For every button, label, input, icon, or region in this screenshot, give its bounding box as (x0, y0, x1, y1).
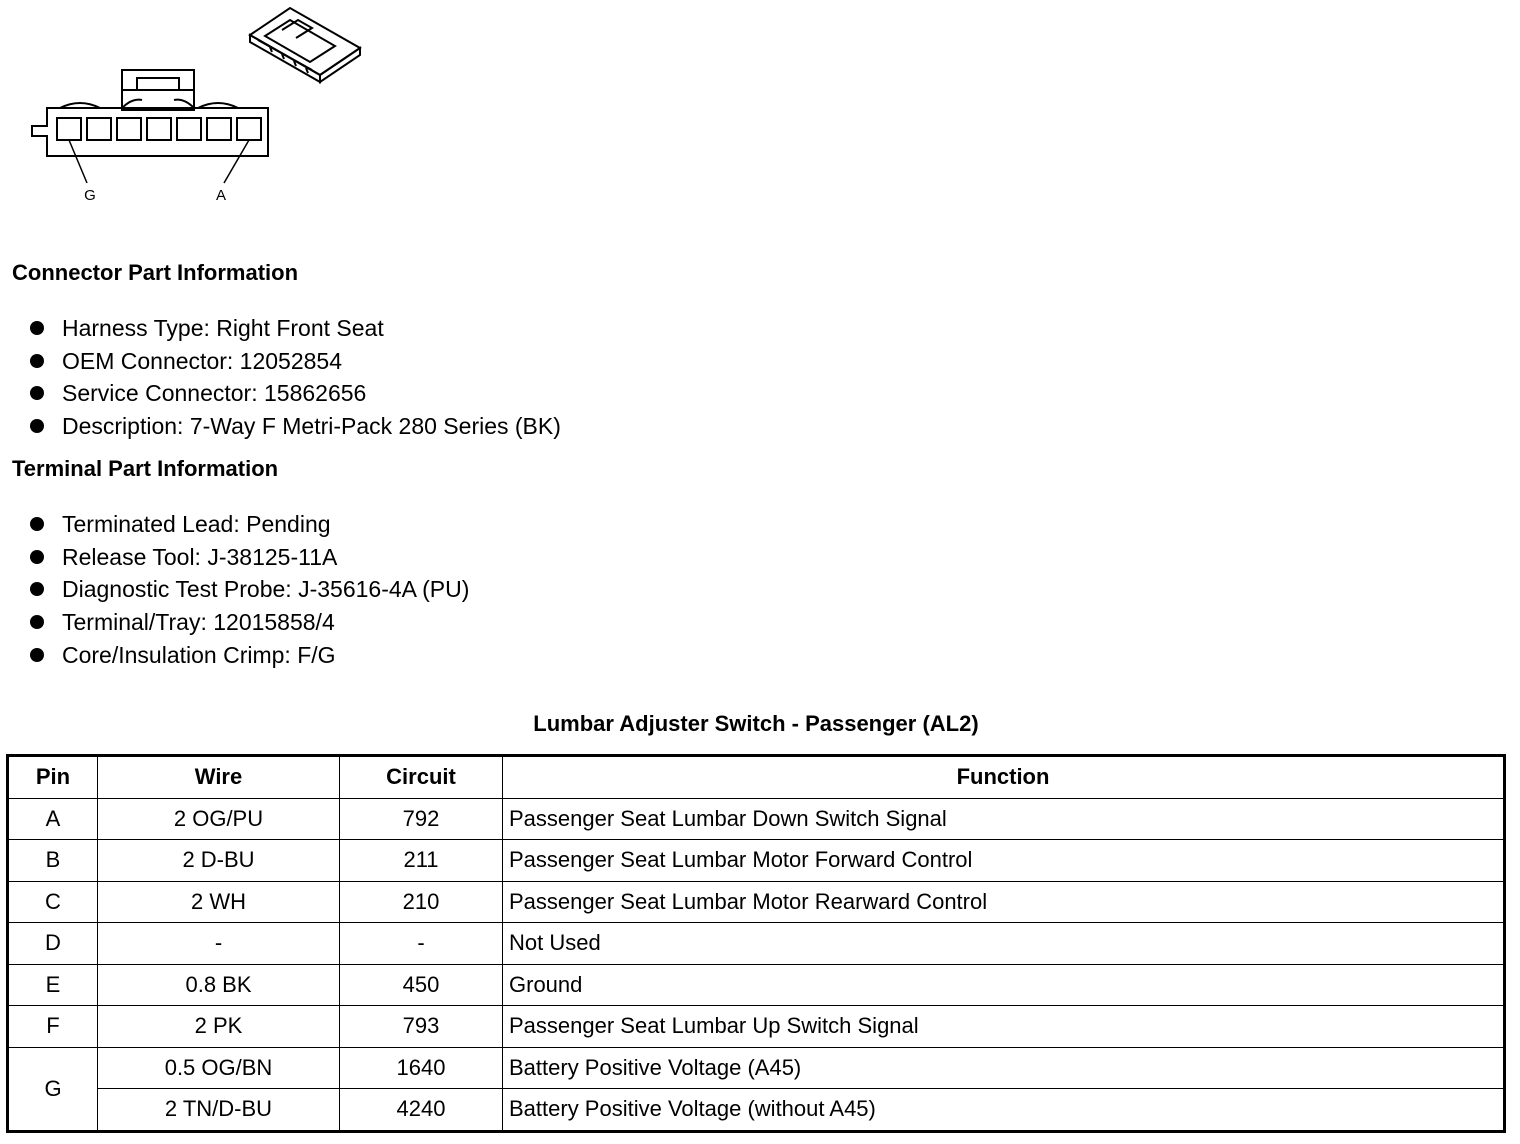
cell-wire: 2 WH (98, 881, 340, 923)
list-item: OEM Connector: 12052854 (28, 345, 561, 378)
list-item: Terminated Lead: Pending (28, 508, 469, 541)
table-row (8, 840, 1505, 882)
bullet-icon (30, 550, 44, 564)
header-wire: Wire (98, 756, 340, 799)
cell-function: Battery Positive Voltage (without A45) (503, 1089, 1505, 1132)
bullet-icon (30, 648, 44, 662)
cell-function: Not Used (503, 923, 1505, 965)
table-row (8, 964, 1505, 1006)
cell-pin: A (8, 798, 98, 840)
terminal-info-heading: Terminal Part Information (12, 456, 279, 481)
connector-diagram (0, 0, 380, 215)
cell-wire: 0.8 BK (98, 964, 340, 1006)
pin-label-g: G (84, 187, 96, 204)
cell-circuit: - (340, 923, 503, 965)
list-item: Description: 7-Way F Metri-Pack 280 Series (BK) (28, 410, 561, 443)
bullet-icon (30, 386, 44, 400)
cell-circuit: 1640 (340, 1047, 503, 1089)
cell-wire: 0.5 OG/BN (98, 1047, 340, 1089)
bullet-icon (30, 582, 44, 596)
cell-wire: 2 PK (98, 1006, 340, 1048)
cell-circuit: 792 (340, 798, 503, 840)
header-function: Function (503, 756, 1505, 799)
cell-function: Passenger Seat Lumbar Up Switch Signal (503, 1006, 1505, 1048)
cell-wire: 2 TN/D-BU (98, 1089, 340, 1132)
terminal-info-list (28, 508, 469, 671)
cell-function: Battery Positive Voltage (A45) (503, 1047, 1505, 1089)
pinout-table (6, 754, 1506, 1133)
bullet-icon (30, 321, 44, 335)
cell-circuit: 450 (340, 964, 503, 1006)
bullet-icon (30, 419, 44, 433)
list-item: Harness Type: Right Front Seat (28, 312, 561, 345)
bullet-icon (30, 517, 44, 531)
table-row (8, 1089, 1505, 1132)
cell-wire: 2 OG/PU (98, 798, 340, 840)
connector-face-view (32, 70, 268, 183)
list-item: Core/Insulation Crimp: F/G (28, 639, 469, 672)
cell-circuit: 4240 (340, 1089, 503, 1132)
bullet-icon (30, 354, 44, 368)
cell-wire: - (98, 923, 340, 965)
list-item: Diagnostic Test Probe: J-35616-4A (PU) (28, 573, 469, 606)
connector-isometric-illustration (250, 8, 360, 82)
cell-pin: B (8, 840, 98, 882)
list-item: Terminal/Tray: 12015858/4 (28, 606, 469, 639)
pin-label-a: A (215, 187, 227, 204)
table-row (8, 1006, 1505, 1048)
table-title: Lumbar Adjuster Switch - Passenger (AL2) (533, 711, 979, 736)
table-header-row (8, 756, 1505, 799)
connector-info-heading: Connector Part Information (12, 260, 299, 285)
pin-cavities (57, 118, 261, 140)
connector-info-list (28, 312, 561, 443)
cell-pin: C (8, 881, 98, 923)
cell-pin: E (8, 964, 98, 1006)
table-row (8, 1047, 1505, 1089)
cell-function: Passenger Seat Lumbar Motor Forward Control (503, 840, 1505, 882)
cell-circuit: 211 (340, 840, 503, 882)
bullet-icon (30, 615, 44, 629)
cell-wire: 2 D-BU (98, 840, 340, 882)
list-item: Service Connector: 15862656 (28, 377, 561, 410)
table-row (8, 881, 1505, 923)
cell-pin: G (8, 1047, 98, 1131)
cell-pin: D (8, 923, 98, 965)
cell-pin: F (8, 1006, 98, 1048)
list-item: Release Tool: J-38125-11A (28, 541, 469, 574)
header-circuit: Circuit (340, 756, 503, 799)
cell-circuit: 793 (340, 1006, 503, 1048)
table-row (8, 798, 1505, 840)
table-row (8, 923, 1505, 965)
header-pin: Pin (8, 756, 98, 799)
cell-function: Passenger Seat Lumbar Down Switch Signal (503, 798, 1505, 840)
cell-function: Passenger Seat Lumbar Motor Rearward Control (503, 881, 1505, 923)
cell-circuit: 210 (340, 881, 503, 923)
cell-function: Ground (503, 964, 1505, 1006)
